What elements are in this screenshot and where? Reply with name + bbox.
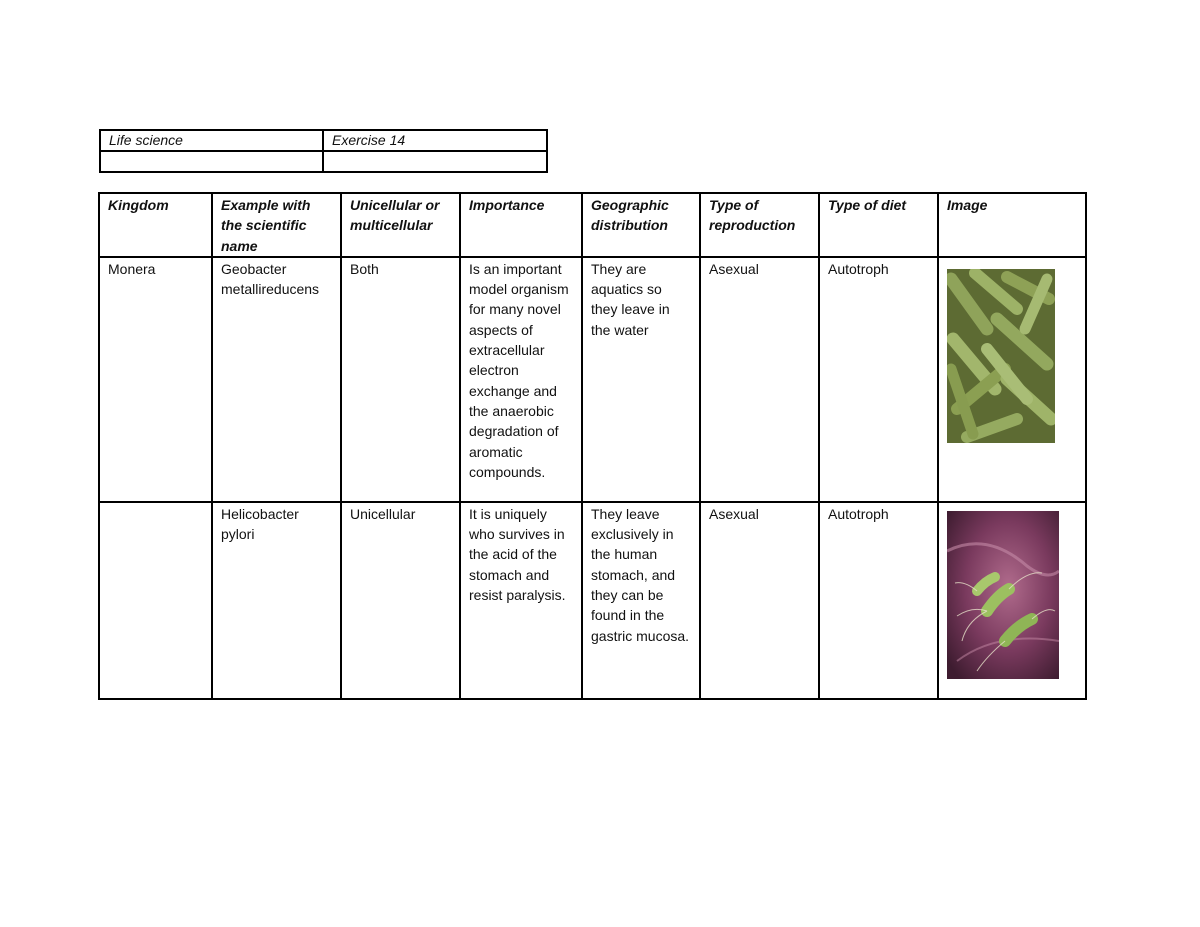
reproduction-cell: Asexual: [700, 257, 819, 502]
column-header-cellularity: Unicellular or multicellular: [341, 193, 460, 257]
column-header-distribution: Geographic distribution: [582, 193, 700, 257]
distribution-cell: They are aquatics so they leave in the water: [582, 257, 700, 502]
diet-cell: Autotroph: [819, 257, 938, 502]
header-table: [99, 129, 548, 173]
cellularity-cell: Both: [341, 257, 460, 502]
kingdom-cell: Monera: [99, 257, 212, 502]
column-header-diet: Type of diet: [819, 193, 938, 257]
subject-cell: Life science: [100, 130, 323, 151]
column-header-reproduction: Type of reproduction: [700, 193, 819, 257]
cellularity-cell: Unicellular: [341, 502, 460, 699]
image-cell: [938, 257, 1086, 502]
exercise-cell: Exercise 14: [323, 130, 547, 151]
column-header-kingdom: Kingdom: [99, 193, 212, 257]
header-blank-left: [100, 151, 323, 172]
table-header-row: [99, 193, 1086, 257]
green-rod-bacteria-image: [947, 269, 1077, 443]
kingdom-table: [98, 192, 1087, 700]
header-blank-right: [323, 151, 547, 172]
importance-cell: Is an important model organism for many novel aspects of extracellular electron exchange and the anaerobic degradation of aromatic compounds.: [460, 257, 582, 502]
table-row: [99, 502, 1086, 699]
column-header-importance: Importance: [460, 193, 582, 257]
reproduction-cell: Asexual: [700, 502, 819, 699]
importance-cell: It is uniquely who survives in the acid of the stomach and resist paralysis.: [460, 502, 582, 699]
column-header-image: Image: [938, 193, 1086, 257]
table-row: [99, 257, 1086, 502]
diet-cell: Autotroph: [819, 502, 938, 699]
distribution-cell: They leave exclusively in the human stomach, and they can be found in the gastric mucosa.: [582, 502, 700, 699]
helicobacter-pylori-image: [947, 511, 1077, 679]
example-cell: Geobacter metallireducens: [212, 257, 341, 502]
example-cell: Helicobacter pylori: [212, 502, 341, 699]
kingdom-cell: [99, 502, 212, 699]
column-header-example: Example with the scientific name: [212, 193, 341, 257]
image-cell: [938, 502, 1086, 699]
